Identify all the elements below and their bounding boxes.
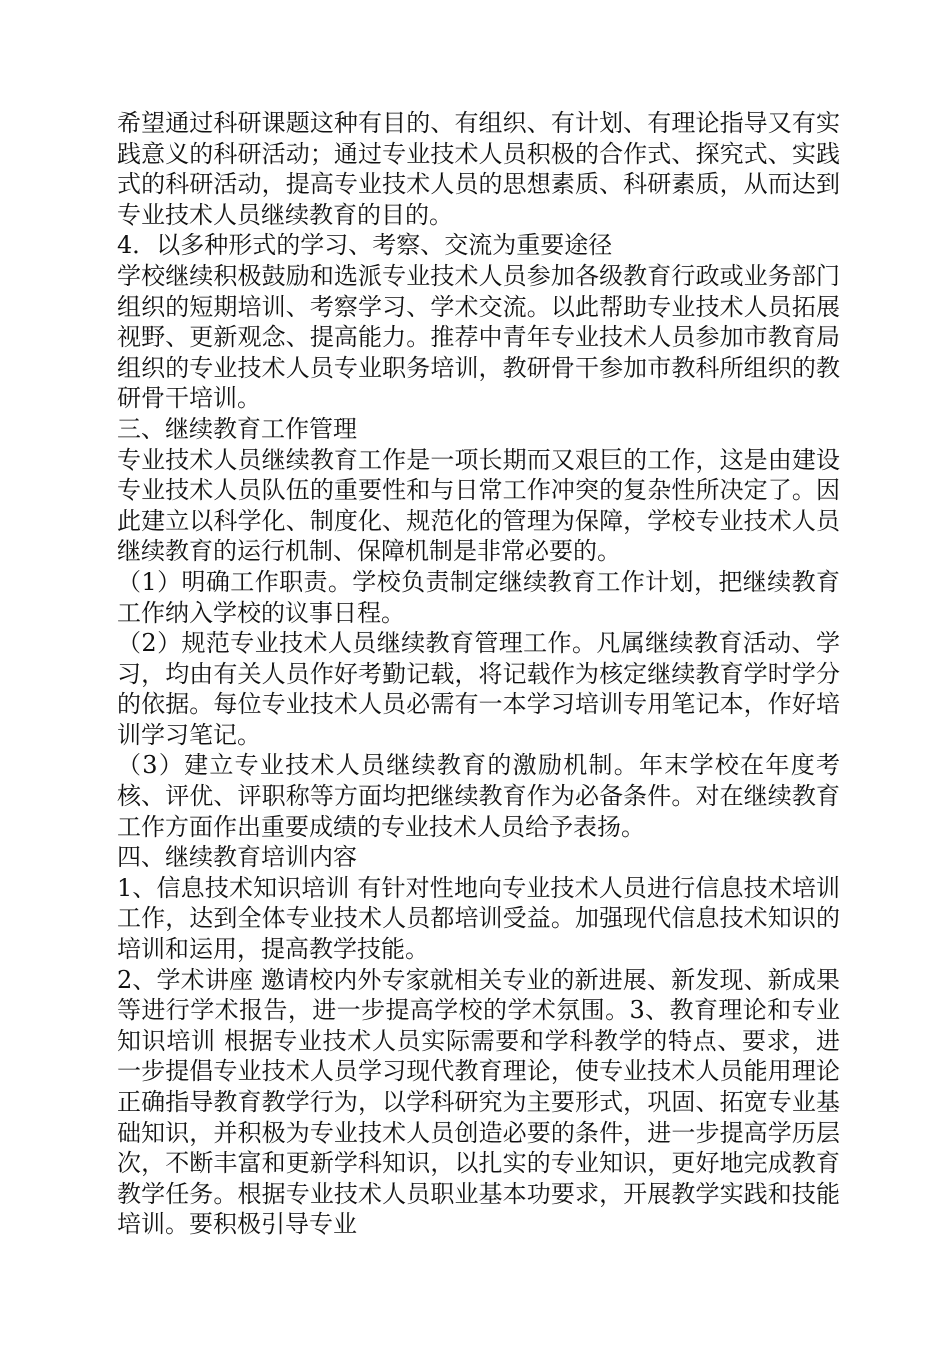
heading-learning-approaches: 4．以多种形式的学习、考察、交流为重要途径 (117, 231, 613, 260)
paragraph-it-training: 1、信息技术知识培训 有针对性地向专业技术人员进行信息技术培训工作，达到全体专业技术人员都培训受益。加强现代信息技术知识的培训和运用，提高教学技能。 (117, 873, 840, 964)
paragraph-lectures-theory: 2、学术讲座 邀请校内外专家就相关专业的新进展、新发现、新成果等进行学术报告，进一步提高学校的学术氛围。3、教育理论和专业知识培训 根据专业技术人员实际需要和学科教学的特点、要求，进一步提倡专业技术人员学习现代教育理论，使专业技术人员能用理论正确指导教育教学行为，以学科研究为主要形式，巩固、拓宽专业基础知识，并积极为专业技术人员创造必要的条件，进一步提高学历层次，不断丰富和更新学科知识，以扎实的专业知识，更好地完成教育教学任务。根据专业技术人员职业基本功要求，开展教学实践和技能培训。要积极引导专业 (117, 965, 840, 1239)
paragraph-item-2: （2）规范专业技术人员继续教育管理工作。凡属继续教育活动、学习，均由有关人员作好考勤记载，将记载作为核定继续教育学时学分的依据。每位专业技术人员必需有一本学习培训专用笔记本，作好培训学习笔记。 (117, 629, 840, 749)
paragraph-research-purpose: 希望通过科研课题这种有目的、有组织、有计划、有理论指导又有实践意义的科研活动；通过专业技术人员积极的合作式、探究式、实践式的科研活动，提高专业技术人员的思想素质、科研素质，从而达到专业技术人员继续教育的目的。 (117, 109, 840, 229)
heading-section-four: 四、继续教育培训内容 (117, 843, 357, 872)
paragraph-training-exchange: 学校继续积极鼓励和选派专业技术人员参加各级教育行政或业务部门组织的短期培训、考察学习、学术交流。以此帮助专业技术人员拓展视野、更新观念、提高能力。推荐中青年专业技术人员参加市教育局组织的专业技术人员专业职务培训，教研骨干参加市教科所组织的教研骨干培训。 (117, 261, 840, 413)
document-body (117, 108, 840, 1240)
paragraph-management-intro: 专业技术人员继续教育工作是一项长期而又艰巨的工作，这是由建设专业技术人员队伍的重要性和与日常工作冲突的复杂性所决定了。因此建立以科学化、制度化、规范化的管理为保障，学校专业技术人员继续教育的运行机制、保障机制是非常必要的。 (117, 445, 840, 566)
heading-section-three: 三、继续教育工作管理 (117, 414, 357, 443)
paragraph-item-3: （3）建立专业技术人员继续教育的激励机制。年末学校在年度考核、评优、评职称等方面均把继续教育作为必备条件。对在继续教育工作方面作出重要成绩的专业技术人员给予表扬。 (117, 751, 840, 841)
paragraph-item-1: （1）明确工作职责。学校负责制定继续教育工作计划，把继续教育工作纳入学校的议事日程。 (117, 567, 840, 627)
